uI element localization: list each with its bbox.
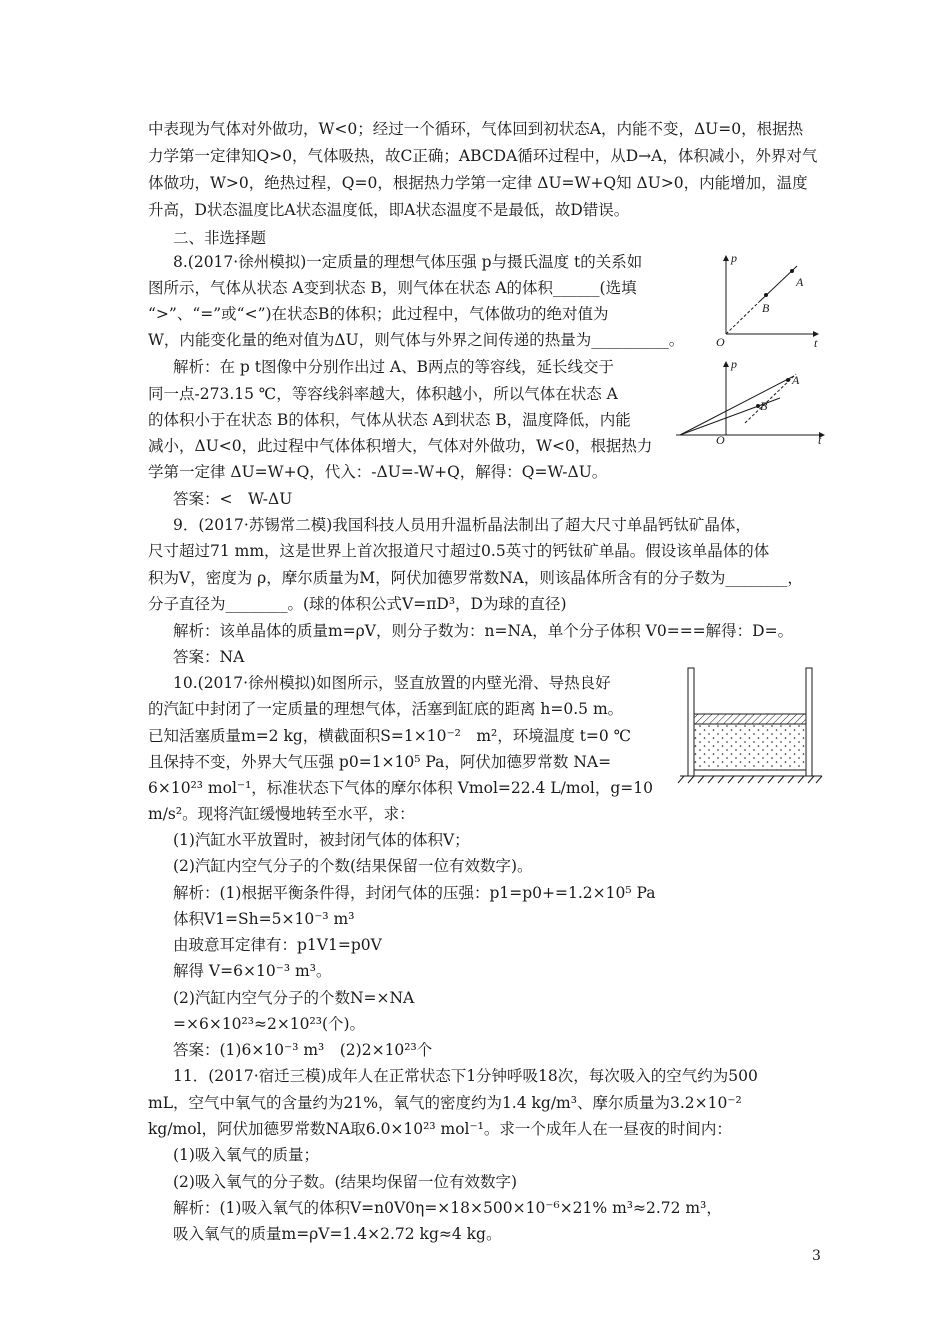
q8-line: W，内能变化量的绝对值为ΔU，则气体与外界之间传递的热量为__________。 bbox=[148, 331, 685, 349]
q8-line: 图所示，气体从状态 A变到状态 B，则气体在状态 A的体积______(选填 bbox=[148, 279, 637, 297]
ground-hatch bbox=[678, 776, 822, 783]
text-line: 中表现为气体对外做功，W<0；经过一个循环，气体回到初状态A，内能不变，ΔU=0，根据热 bbox=[148, 120, 804, 138]
q11-line: mL，空气中氧气的含量约为21%，氧气的密度约为1.4 kg/m³、摩尔质量为3.2×10⁻² bbox=[148, 1094, 742, 1112]
q11-line: kg/mol，阿伏加德罗常数NA取6.0×10²³ mol⁻¹。求一个成年人在一昼夜的时间内： bbox=[148, 1120, 732, 1138]
p-label: p bbox=[731, 251, 737, 265]
q11-solution: 解析：(1)吸入氧气的体积V=n0V0η=×18×500×10⁻⁶×21% m³≈2.72 m³， bbox=[173, 1199, 722, 1217]
cylinder-bottom bbox=[694, 770, 806, 776]
right-wall bbox=[806, 668, 812, 776]
piston bbox=[694, 714, 806, 724]
q9-line: 尺寸超过71 mm，这是世界上首次报道尺寸超过0.5英寸的钙钛矿单晶。假设该单晶体的体 bbox=[148, 542, 770, 560]
point-a bbox=[786, 378, 790, 382]
q9-line: 分子直径为________。(球的体积公式V=πD³，D为球的直径) bbox=[148, 595, 567, 613]
q10-line: (2)汽缸内空气分子的个数(结果保留一位有效数字)。 bbox=[173, 857, 533, 875]
b-label: B bbox=[760, 399, 768, 413]
section-heading: 二、非选择题 bbox=[173, 229, 267, 247]
isochore-graph-figure bbox=[676, 357, 826, 447]
q11-solution: 吸入氧气的质量m=ρV=1.4×2.72 kg≈4 kg。 bbox=[173, 1225, 502, 1243]
point-a bbox=[790, 269, 794, 273]
q10-line: 已知活塞质量m=2 kg，横截面积S=1×10⁻² m²，环境温度 t=0 ℃ bbox=[148, 727, 632, 745]
q10-line: (1)汽缸水平放置时，被封闭气体的体积V； bbox=[173, 831, 470, 849]
q10-line: 10.(2017·徐州模拟)如图所示，竖直放置的内壁光滑、导热良好 bbox=[173, 674, 611, 692]
origin-label: O bbox=[716, 433, 725, 447]
text-line: 力学第一定律知Q>0，气体吸热，故C正确；ABCDA循环过程中，从D→A，体积减小，外界对气 bbox=[148, 147, 818, 165]
q8-solution: 解析：在 p t图像中分别作出过 A、B两点的等容线，延长线交于 bbox=[173, 358, 615, 376]
a-label: A bbox=[792, 373, 800, 387]
q11-line: 11．(2017·宿迁三模)成年人在正常状态下1分钟呼吸18次，每次吸入的空气约为500 bbox=[173, 1067, 758, 1085]
q11-line: (2)吸入氧气的分子数。(结果均保留一位有效数字) bbox=[173, 1173, 518, 1191]
q10-line: m/s²。现将汽缸缓慢地转至水平，求： bbox=[148, 805, 415, 823]
q9-solution: 解析：该单晶体的质量m=ρV，则分子数为：n=NA，单个分子体积 V0===解得：D=。 bbox=[173, 622, 794, 640]
q8-line: 8.(2017·徐州模拟)一定质量的理想气体压强 p与摄氏温度 t的关系如 bbox=[173, 253, 643, 271]
q8-line: “>”、“=”或“<”)在状态B的体积；此过程中，气体做功的绝对值为 bbox=[148, 305, 609, 323]
q8-solution: 同一点-273.15 ℃，等容线斜率越大，体积越小，所以气体在状态 A bbox=[148, 385, 618, 403]
pt-graph-figure bbox=[706, 251, 826, 350]
dashed-extension bbox=[726, 302, 759, 334]
q9-line: 9．(2017·苏锡常二模)我国科技人员用升温析晶法制出了超大尺寸单晶钙钛矿晶体， bbox=[173, 516, 751, 534]
text-line: 体做功，W>0，绝热过程，Q=0，根据热力学第一定律 ΔU=W+Q知 ΔU>0，内能增加，温度 bbox=[148, 174, 808, 192]
point-b bbox=[764, 293, 768, 297]
q10-solution: 体积V1=Sh=5×10⁻³ m³ bbox=[173, 910, 355, 928]
q10-line: 的汽缸中封闭了一定质量的理想气体，活塞到缸底的距离 h=0.5 m。 bbox=[148, 700, 624, 718]
t-label: t bbox=[814, 336, 818, 350]
q10-line: 且保持不变，外界大气压强 p0=1×10⁵ Pa，阿伏加德罗常数 NA= bbox=[148, 753, 612, 771]
q9-answer: 答案：NA bbox=[173, 648, 245, 666]
q8-solution: 的体积小于在状态 B的体积，气体从状态 A到状态 B，温度降低，内能 bbox=[148, 411, 631, 429]
origin-label: O bbox=[716, 335, 725, 349]
q9-line: 积为V，密度为 ρ，摩尔质量为M，阿伏加德罗常数NA，则该晶体所含有的分子数为________， bbox=[148, 569, 803, 587]
q11-line: (1)吸入氧气的质量； bbox=[173, 1146, 319, 1164]
q8-solution: 减小，ΔU<0，此过程中气体体积增大，气体对外做功，W<0，根据热力 bbox=[148, 437, 653, 455]
q8-answer: 答案：< W-ΔU bbox=[173, 490, 293, 508]
q10-answer: 答案：(1)6×10⁻³ m³ (2)2×10²³个 bbox=[173, 1041, 433, 1059]
left-wall bbox=[688, 668, 694, 776]
gas bbox=[694, 724, 806, 770]
text-line: 升高，D状态温度比A状态温度低，即A状态温度不是最低，故D错误。 bbox=[148, 201, 630, 219]
p-label: p bbox=[731, 357, 737, 371]
t-label: t bbox=[818, 433, 822, 447]
q10-line: 6×10²³ mol⁻¹，标准状态下气体的摩尔体积 Vmol=22.4 L/mol，g=10 bbox=[148, 779, 653, 797]
page-number: 3 bbox=[812, 1248, 821, 1264]
q10-solution: 解得 V=6×10⁻³ m³。 bbox=[173, 962, 332, 980]
q10-solution: 由玻意耳定律有：p1V1=p0V bbox=[173, 936, 382, 954]
a-label: A bbox=[796, 275, 804, 289]
q10-solution: (2)汽缸内空气分子的个数N=×NA bbox=[173, 989, 415, 1007]
q10-solution: =×6×10²³≈2×10²³(个)。 bbox=[173, 1015, 366, 1033]
q8-solution: 学第一定律 ΔU=W+Q，代入：-ΔU=-W+Q，解得：Q=W-ΔU。 bbox=[148, 463, 608, 481]
isochore-a bbox=[680, 376, 794, 435]
b-label: B bbox=[762, 301, 770, 315]
q10-solution: 解析：(1)根据平衡条件得，封闭气体的压强：p1=p0+=1.2×10⁵ Pa bbox=[173, 884, 656, 902]
cylinder-figure bbox=[680, 668, 825, 796]
